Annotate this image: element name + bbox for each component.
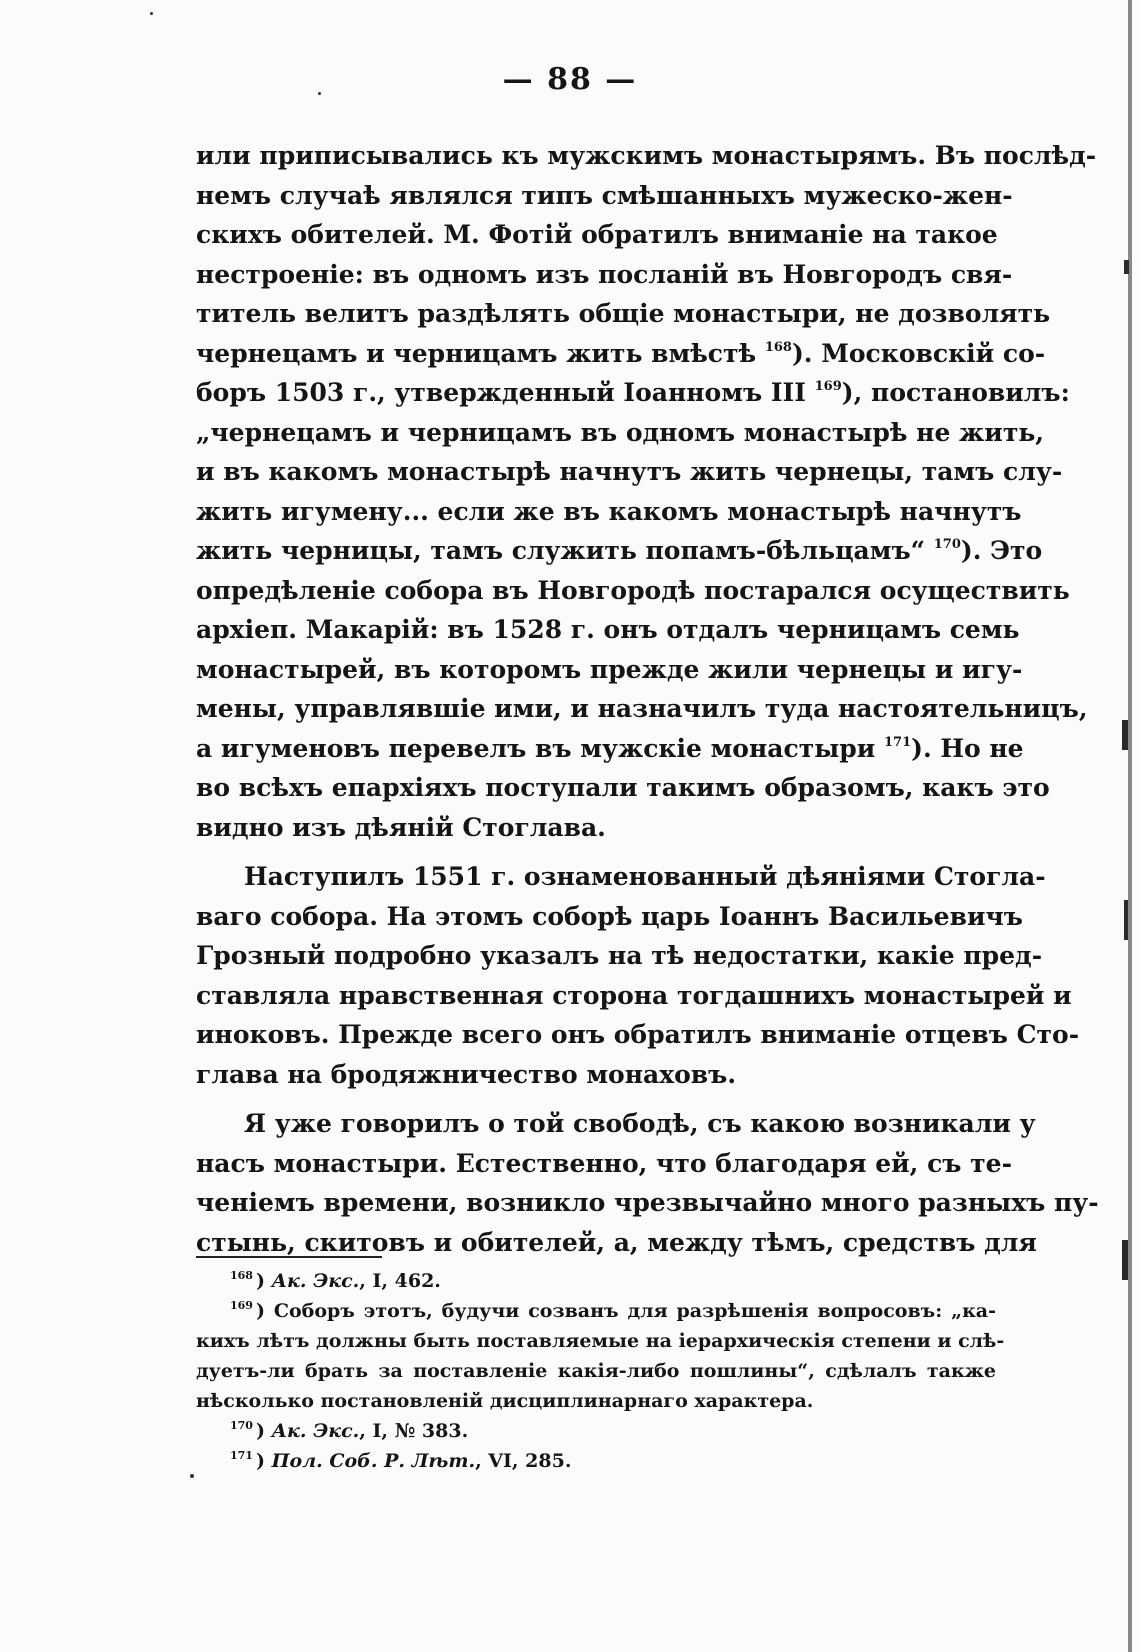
footnote-ref-text: , VI, 285. <box>475 1450 572 1472</box>
text-line: мены, управлявшіе ими, и назначилъ туда настоятельницъ, <box>196 694 1088 723</box>
text-line: глава на бродяжничество монаховъ. <box>196 1059 737 1089</box>
text-segment: ), постановилъ: <box>841 378 1070 407</box>
footnote-ref-170: 170 <box>933 537 961 552</box>
footnote-168: $^{168}$ ) Ак. Экс., I, 462. <box>230 1269 441 1292</box>
edge-mark <box>1122 720 1128 750</box>
footnote-171: $^{171}$ ) Пол. Соб. Р. Лѣт., VI, 285. <box>230 1449 572 1472</box>
text-line: монастырей, въ которомъ прежде жили чернецы и игу- <box>196 654 1023 684</box>
footnote-source: Ак. Экс. <box>271 1270 360 1292</box>
page-number: — 88 — <box>502 62 638 97</box>
text-segment: ). Московскій со- <box>791 338 1046 368</box>
edge-mark <box>1124 260 1129 274</box>
text-line: немъ случаѣ являлся типъ смѣшанныхъ мужеско-жен- <box>196 180 1013 210</box>
text-segment: а игуменовъ перевелъ въ мужскіе монастыри <box>196 733 876 763</box>
text-segment: ). Это <box>960 536 1043 565</box>
footnote-line: кихъ лѣтъ должны быть поставляемые на іерархическія степени и слѣ- <box>196 1330 1005 1352</box>
text-segment: жить черницы, тамъ служить попамъ-бѣльцамъ“ <box>196 536 926 565</box>
footnote-number: 168 <box>230 1269 253 1282</box>
text-line: насъ монастыри. Естественно, что благодаря ей, съ те- <box>196 1148 1012 1178</box>
text-line: или приписывались къ мужскимъ монастырямъ. Въ послѣд- <box>196 141 1097 170</box>
footnote-number: 169 <box>230 1299 253 1312</box>
footnote-line <box>196 1296 996 1326</box>
footnote-169 <box>196 1296 1005 1416</box>
text-line: во всѣхъ епархіяхъ поступали такимъ образомъ, какъ это <box>196 773 1050 802</box>
footnote-source: Пол. Соб. Р. Лѣт. <box>271 1450 476 1472</box>
text-segment: боръ 1503 г., утвержденный Іоанномъ III <box>196 378 806 407</box>
text-line <box>196 729 1024 769</box>
page-edge-shadow <box>1128 0 1132 1652</box>
text-line: видно изъ дѣяній Стоглава. <box>196 812 606 842</box>
text-line: ставляла нравственная сторона тогдашнихъ монастырей и <box>196 980 1072 1010</box>
footnote-ref-168: 168 <box>764 339 792 355</box>
scan-speck <box>318 92 321 95</box>
footnotes <box>196 1266 1005 1476</box>
footnote-number: 171 <box>230 1449 253 1462</box>
text-line: архіеп. Макарій: въ 1528 г. онъ отдалъ черницамъ семь <box>196 615 1020 644</box>
footnote-divider <box>196 1256 382 1258</box>
text-line: нестроеніе: въ одномъ изъ посланій въ Новгородъ свя- <box>196 259 1013 289</box>
main-text <box>196 136 1099 1262</box>
paragraph-1 <box>196 136 1097 847</box>
text-line: иноковъ. Прежде всего онъ обратилъ вниманіе отцевъ Сто- <box>196 1020 1080 1049</box>
text-segment: ). Но не <box>911 733 1024 763</box>
text-line: Я уже говорилъ о той свободѣ, съ какою возникали у <box>244 1109 1036 1138</box>
footnote-ref-171: 171 <box>884 734 912 750</box>
text-line: жить игумену... если же въ какомъ монастырѣ начнутъ <box>196 496 1022 526</box>
edge-mark <box>1124 900 1128 940</box>
text-line: Наступилъ 1551 г. ознаменованный дѣяніями Стогла- <box>244 862 1046 891</box>
paragraph-gap <box>196 847 996 857</box>
text-line: Грозный подробно указалъ на тѣ недостатки, какіе пред- <box>196 941 1043 970</box>
edge-mark <box>1122 1240 1128 1280</box>
text-line: стынь, скитовъ и обителей, а, между тѣмъ, средствъ для <box>196 1227 1037 1257</box>
footnote-line: нѣсколько постановленій дисциплинарнаго характера. <box>196 1390 814 1412</box>
footnote-ref-169: 169 <box>814 379 842 394</box>
footnote-source: Ак. Экс. <box>271 1420 360 1442</box>
text-line: ченіемъ времени, возникло чрезвычайно много разныхъ пу- <box>196 1188 1099 1217</box>
text-line: „чернецамъ и черницамъ въ одномъ монастырѣ не жить, <box>196 417 1045 447</box>
footnote-number: 170 <box>230 1419 253 1432</box>
text-line: скихъ обителей. М. Фотій обратилъ вниманіе на такое <box>196 220 998 249</box>
text-line: ваго собора. На этомъ соборѣ царь Іоаннъ Васильевичъ <box>196 901 1023 931</box>
paragraph-2 <box>196 857 1080 1094</box>
text-segment: чернецамъ и черницамъ жить вмѣстѣ <box>196 338 757 368</box>
text-line <box>196 334 1046 374</box>
paragraph-gap <box>196 1094 996 1104</box>
scan-speck <box>190 1474 194 1478</box>
text-line <box>196 373 1070 413</box>
footnote-ref-text: , I, 462. <box>359 1270 441 1292</box>
footnote-170: $^{170}$ ) Ак. Экс., I, № 383. <box>230 1419 469 1442</box>
scan-speck <box>150 12 153 15</box>
paragraph-3 <box>196 1104 1099 1262</box>
text-line: и въ какомъ монастырѣ начнутъ жить чернецы, тамъ слу- <box>196 457 1063 486</box>
text-line <box>196 531 1043 571</box>
footnote-text: ) Соборъ этотъ, будучи созванъ для разрѣшенія вопросовъ: „ка- <box>255 1300 996 1322</box>
text-line: титель велитъ раздѣлять общіе монастыри, не дозволять <box>196 299 1051 328</box>
text-line: опредѣленіе собора въ Новгородѣ постарался осуществить <box>196 575 1070 605</box>
footnote-ref-text: , I, № 383. <box>359 1420 469 1442</box>
footnote-line: дуетъ-ли брать за поставленіе какія-либо пошлины“, сдѣлалъ также <box>196 1360 996 1382</box>
